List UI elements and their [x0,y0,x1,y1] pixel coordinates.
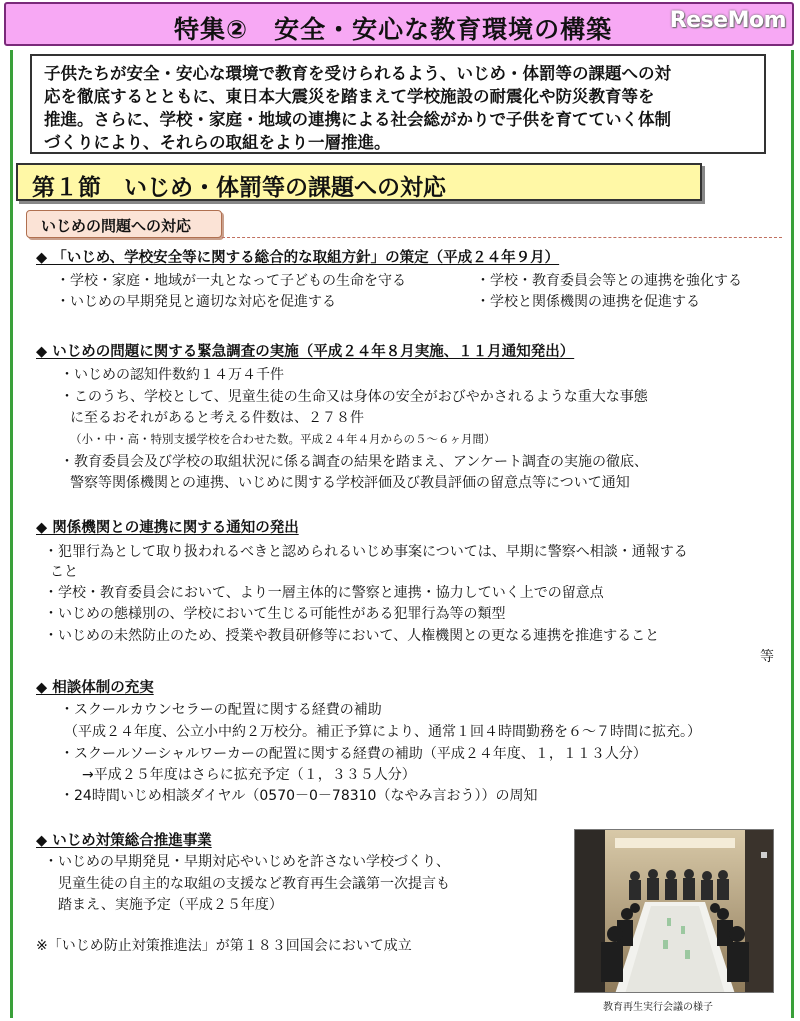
block3-line: ・いじめの未然防止のため、授業や教員研修等において、人権機関との更なる連携を推進すること [44,628,660,644]
block3-line: ・犯罪行為として取り扱われるべきと認められるいじめ事案については、早期に警察へ相談・通報する [44,544,688,560]
subsection-label: いじめの問題への対応 [41,217,192,235]
meeting-photo-image [575,830,774,993]
block2-line: に至るおそれがあると考える件数は、２７８件 [70,410,364,426]
block4-line: ・スクールカウンセラーの配置に関する経費の補助 [60,702,382,718]
intro-line: 推進。さらに、学校・家庭・地域の連携による社会総がかりで子供を育てていく体制 [44,110,671,129]
block2-note: （小・中・高・特別支援学校を合わせた数。平成２４年４月からの５～６ヶ月間） [70,432,496,446]
block5-line: ・いじめの早期発見・早期対応やいじめを許さない学校づくり、 [44,854,450,870]
block4-line: （平成２４年度、公立小中約２万校分。補正予算により、通常１回４時間勤務を６～７時間に拡充。） [64,724,701,740]
law-note: ※「いじめ防止対策推進法」が第１８３回国会において成立 [36,938,412,954]
block3-line: ・学校・教育委員会において、より一層主体的に警察と連携・協力していく上での留意点 [44,585,604,601]
block3-heading: ◆ 関係機関との連携に関する通知の発出 [36,520,299,536]
block5-heading: ◆ いじめ対策総合推進事業 [36,833,212,849]
block2-line: ・このうち、学校として、児童生徒の生命又は身体の安全がおびやかされるような重大な事態 [60,389,648,405]
block4-line: ・24時間いじめ相談ダイヤル（0570－0－78310（なやみ言おう））の周知 [60,788,538,804]
subsection-tab [26,210,222,238]
intro-box [30,54,766,154]
block3-line: ・いじめの態様別の、学校において生じる可能性がある犯罪行為等の類型 [44,606,506,622]
meeting-photo [574,829,774,993]
block4-line: →平成２５年度はさらに拡充予定（１，３３５人分） [82,767,416,783]
block2-line: ・いじめの認知件数約１４万４千件 [60,367,284,383]
block1-item: ・学校・家庭・地域が一丸となって子どもの生命を守る [56,273,406,289]
feature-header [4,2,794,46]
block2-line: ・教育委員会及び学校の取組状況に係る調査の結果を踏まえ、アンケート調査の実施の徹底、 [60,454,648,470]
block1-item: ・いじめの早期発見と適切な対応を促進する [56,294,336,310]
block1-heading: ◆ 「いじめ、学校安全等に関する総合的な取組方針」の策定（平成２４年９月） [36,250,560,266]
block2-heading: ◆ いじめの問題に関する緊急調査の実施（平成２４年８月実施、１１月通知発出） [36,344,575,360]
intro-line: 子供たちが安全・安心な環境で教育を受けられるよう、いじめ・体罰等の課題への対 [44,64,671,83]
block3-line: こと [50,564,78,580]
block5-line: 児童生徒の自主的な取組の支援など教育再生会議第一次提言も [58,876,450,892]
photo-caption: 教育再生実行会議の様子 [603,1002,713,1013]
block5-line: 踏まえ、実施予定（平成２５年度） [58,897,283,913]
intro-line: づくりにより、それらの取組をより一層推進。 [44,133,391,152]
block1-item: ・学校・教育委員会等との連携を強化する [476,273,742,289]
block4-line: ・スクールソーシャルワーカーの配置に関する経費の補助（平成２４年度、１，１１３人分） [60,746,647,762]
block3-etc: 等 [760,649,774,665]
section-title: 第１節 いじめ・体罰等の課題への対応 [32,175,446,201]
block2-line: 警察等関係機関との連携、いじめに関する学校評価及び教員評価の留意点等について通知 [70,475,630,491]
resemom-logo: ReseMom [669,8,786,33]
block1-item: ・学校と関係機関の連携を促進する [476,294,700,310]
subsection-divider [222,237,782,238]
block4-heading: ◆ 相談体制の充実 [36,680,154,696]
intro-line: 応を徹底するとともに、東日本大震災を踏まえて学校施設の耐震化や防災教育等を [44,87,655,106]
section-header [16,163,702,201]
feature-title: 特集② 安全・安心な教育環境の構築 [174,15,613,44]
